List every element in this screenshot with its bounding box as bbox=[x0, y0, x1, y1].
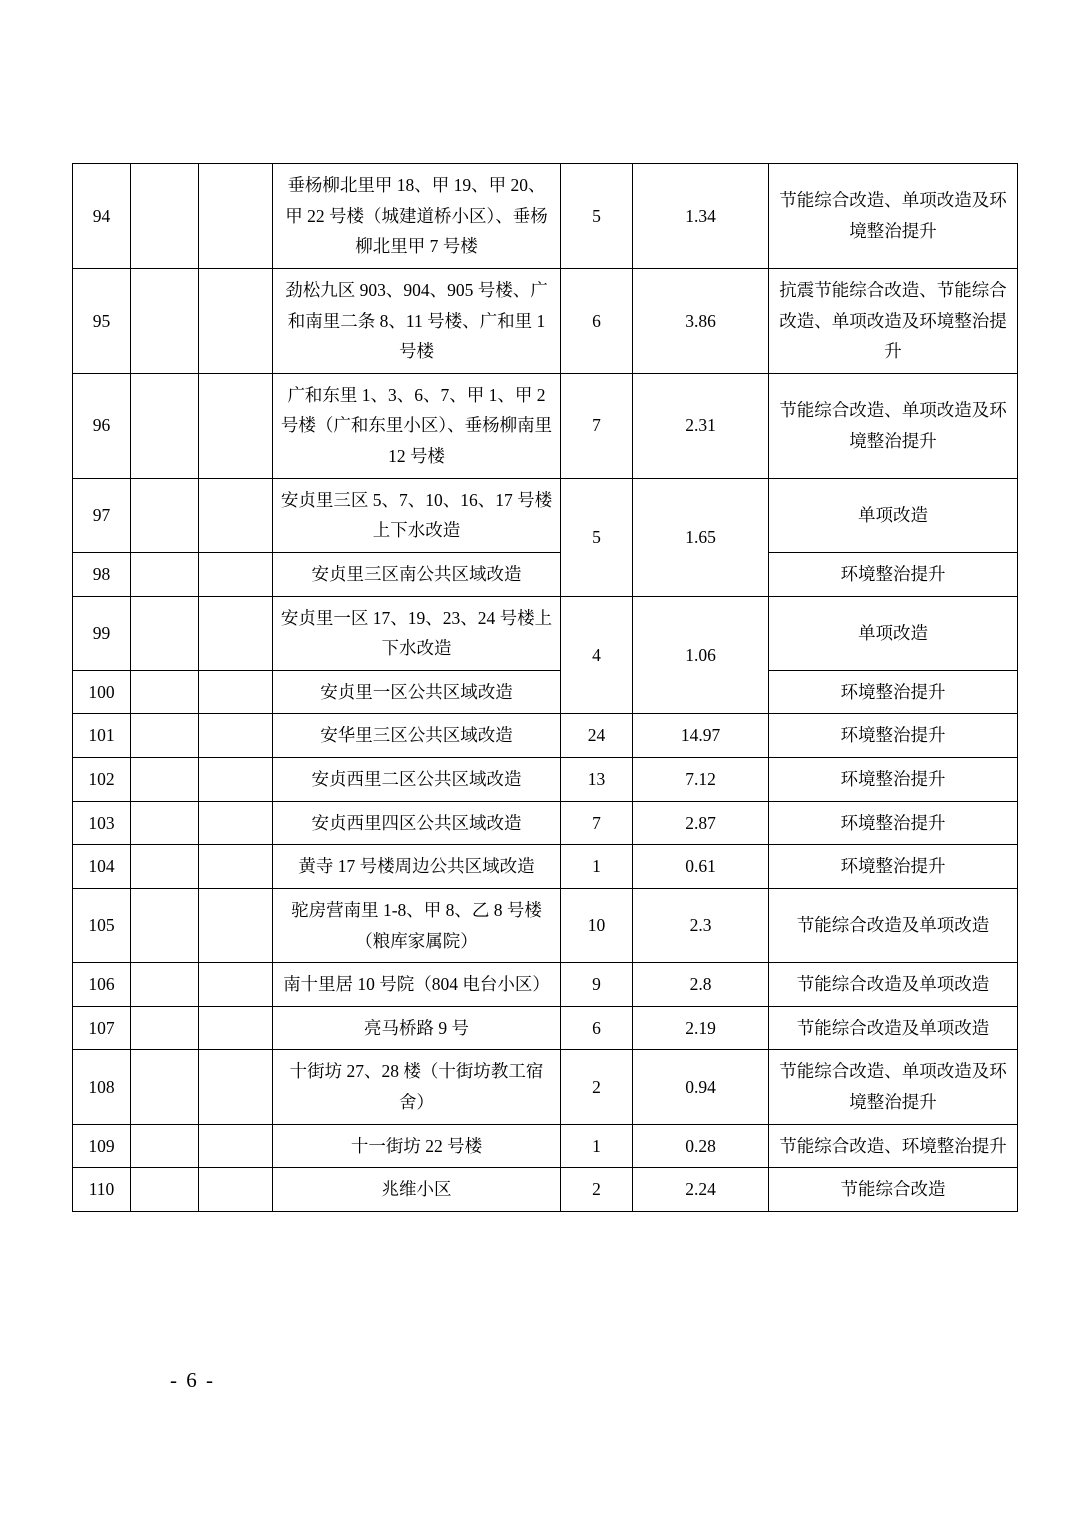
table-row bbox=[73, 714, 1018, 758]
row-blank-street bbox=[199, 801, 273, 845]
row-blank-district bbox=[131, 845, 199, 889]
project-name: 驼房营南里 1-8、甲 8、乙 8 号楼（粮库家属院） bbox=[273, 888, 561, 962]
building-area: 14.97 bbox=[633, 714, 769, 758]
table-row bbox=[73, 552, 1018, 596]
table-row bbox=[73, 758, 1018, 802]
table-row bbox=[73, 963, 1018, 1007]
project-name: 安贞里一区 17、19、23、24 号楼上下水改造 bbox=[273, 596, 561, 670]
building-area: 2.24 bbox=[633, 1168, 769, 1212]
renovation-type: 单项改造 bbox=[769, 478, 1018, 552]
row-blank-street bbox=[199, 714, 273, 758]
project-name: 安华里三区公共区域改造 bbox=[273, 714, 561, 758]
building-area: 2.8 bbox=[633, 963, 769, 1007]
row-number: 94 bbox=[73, 164, 131, 269]
row-blank-district bbox=[131, 758, 199, 802]
renovation-type: 单项改造 bbox=[769, 596, 1018, 670]
renovation-type: 节能综合改造及单项改造 bbox=[769, 963, 1018, 1007]
building-area: 1.34 bbox=[633, 164, 769, 269]
row-number: 99 bbox=[73, 596, 131, 670]
row-number: 104 bbox=[73, 845, 131, 889]
row-blank-district bbox=[131, 963, 199, 1007]
building-area: 1.06 bbox=[633, 596, 769, 714]
row-number: 101 bbox=[73, 714, 131, 758]
building-count: 5 bbox=[561, 164, 633, 269]
row-blank-district bbox=[131, 596, 199, 670]
row-number: 98 bbox=[73, 552, 131, 596]
row-number: 107 bbox=[73, 1006, 131, 1050]
project-name: 安贞西里四区公共区域改造 bbox=[273, 801, 561, 845]
building-count: 5 bbox=[561, 478, 633, 596]
renovation-type: 环境整治提升 bbox=[769, 758, 1018, 802]
renovation-type: 环境整治提升 bbox=[769, 714, 1018, 758]
building-count: 24 bbox=[561, 714, 633, 758]
renovation-type: 节能综合改造、环境整治提升 bbox=[769, 1124, 1018, 1168]
row-blank-street bbox=[199, 1168, 273, 1212]
table-row bbox=[73, 478, 1018, 552]
row-number: 109 bbox=[73, 1124, 131, 1168]
table-row bbox=[73, 888, 1018, 962]
table-row bbox=[73, 596, 1018, 670]
row-number: 105 bbox=[73, 888, 131, 962]
table-row bbox=[73, 268, 1018, 373]
building-count: 6 bbox=[561, 1006, 633, 1050]
row-blank-district bbox=[131, 373, 199, 478]
renovation-type: 环境整治提升 bbox=[769, 552, 1018, 596]
building-count: 13 bbox=[561, 758, 633, 802]
row-blank-district bbox=[131, 1124, 199, 1168]
renovation-type: 节能综合改造及单项改造 bbox=[769, 1006, 1018, 1050]
project-name: 十一街坊 22 号楼 bbox=[273, 1124, 561, 1168]
building-area: 2.31 bbox=[633, 373, 769, 478]
renovation-type: 环境整治提升 bbox=[769, 801, 1018, 845]
row-blank-district bbox=[131, 714, 199, 758]
building-area: 2.3 bbox=[633, 888, 769, 962]
table-row bbox=[73, 801, 1018, 845]
building-area: 2.87 bbox=[633, 801, 769, 845]
renovation-type: 节能综合改造 bbox=[769, 1168, 1018, 1212]
project-name: 广和东里 1、3、6、7、甲 1、甲 2 号楼（广和东里小区）、垂杨柳南里 12 号楼 bbox=[273, 373, 561, 478]
table-row bbox=[73, 164, 1018, 269]
row-blank-district bbox=[131, 1050, 199, 1124]
project-name: 亮马桥路 9 号 bbox=[273, 1006, 561, 1050]
project-name: 安贞里一区公共区域改造 bbox=[273, 670, 561, 714]
renovation-type: 节能综合改造及单项改造 bbox=[769, 888, 1018, 962]
table-row bbox=[73, 373, 1018, 478]
row-blank-district bbox=[131, 1168, 199, 1212]
building-area: 1.65 bbox=[633, 478, 769, 596]
building-count: 10 bbox=[561, 888, 633, 962]
renovation-type: 环境整治提升 bbox=[769, 845, 1018, 889]
building-count: 1 bbox=[561, 845, 633, 889]
row-blank-district bbox=[131, 1006, 199, 1050]
table-row bbox=[73, 1050, 1018, 1124]
renovation-projects-table bbox=[72, 163, 1017, 1212]
project-name: 劲松九区 903、904、905 号楼、广和南里二条 8、11 号楼、广和里 1 号楼 bbox=[273, 268, 561, 373]
row-blank-district bbox=[131, 164, 199, 269]
building-count: 7 bbox=[561, 801, 633, 845]
project-name: 兆维小区 bbox=[273, 1168, 561, 1212]
row-blank-street bbox=[199, 888, 273, 962]
row-blank-street bbox=[199, 552, 273, 596]
row-blank-district bbox=[131, 888, 199, 962]
row-number: 110 bbox=[73, 1168, 131, 1212]
row-blank-street bbox=[199, 1006, 273, 1050]
row-blank-district bbox=[131, 268, 199, 373]
building-count: 2 bbox=[561, 1050, 633, 1124]
building-count: 9 bbox=[561, 963, 633, 1007]
row-blank-district bbox=[131, 478, 199, 552]
table-row bbox=[73, 670, 1018, 714]
row-blank-district bbox=[131, 552, 199, 596]
row-blank-street bbox=[199, 373, 273, 478]
project-name: 南十里居 10 号院（804 电台小区） bbox=[273, 963, 561, 1007]
project-name: 安贞里三区 5、7、10、16、17 号楼上下水改造 bbox=[273, 478, 561, 552]
building-area: 0.94 bbox=[633, 1050, 769, 1124]
renovation-type: 抗震节能综合改造、节能综合改造、单项改造及环境整治提升 bbox=[769, 268, 1018, 373]
row-number: 102 bbox=[73, 758, 131, 802]
building-count: 2 bbox=[561, 1168, 633, 1212]
page-footer: - 6 - bbox=[170, 1368, 215, 1392]
renovation-type: 节能综合改造、单项改造及环境整治提升 bbox=[769, 1050, 1018, 1124]
building-count: 6 bbox=[561, 268, 633, 373]
row-blank-street bbox=[199, 963, 273, 1007]
row-number: 100 bbox=[73, 670, 131, 714]
table-row bbox=[73, 1006, 1018, 1050]
renovation-type: 环境整治提升 bbox=[769, 670, 1018, 714]
row-number: 108 bbox=[73, 1050, 131, 1124]
building-count: 1 bbox=[561, 1124, 633, 1168]
renovation-type: 节能综合改造、单项改造及环境整治提升 bbox=[769, 164, 1018, 269]
table-row bbox=[73, 1124, 1018, 1168]
building-area: 0.61 bbox=[633, 845, 769, 889]
row-number: 103 bbox=[73, 801, 131, 845]
building-area: 3.86 bbox=[633, 268, 769, 373]
row-blank-street bbox=[199, 596, 273, 670]
row-number: 106 bbox=[73, 963, 131, 1007]
row-blank-street bbox=[199, 164, 273, 269]
project-name: 黄寺 17 号楼周边公共区域改造 bbox=[273, 845, 561, 889]
row-blank-street bbox=[199, 758, 273, 802]
project-name: 十街坊 27、28 楼（十街坊教工宿舍） bbox=[273, 1050, 561, 1124]
building-count: 7 bbox=[561, 373, 633, 478]
table-row bbox=[73, 845, 1018, 889]
row-blank-street bbox=[199, 268, 273, 373]
building-count: 4 bbox=[561, 596, 633, 714]
table-row bbox=[73, 1168, 1018, 1212]
row-number: 97 bbox=[73, 478, 131, 552]
project-name: 垂杨柳北里甲 18、甲 19、甲 20、甲 22 号楼（城建道桥小区）、垂杨柳北里甲 7 号楼 bbox=[273, 164, 561, 269]
row-blank-street bbox=[199, 1050, 273, 1124]
row-number: 96 bbox=[73, 373, 131, 478]
row-blank-district bbox=[131, 801, 199, 845]
project-name: 安贞西里二区公共区域改造 bbox=[273, 758, 561, 802]
building-area: 0.28 bbox=[633, 1124, 769, 1168]
row-blank-street bbox=[199, 845, 273, 889]
building-area: 7.12 bbox=[633, 758, 769, 802]
row-number: 95 bbox=[73, 268, 131, 373]
renovation-type: 节能综合改造、单项改造及环境整治提升 bbox=[769, 373, 1018, 478]
row-blank-street bbox=[199, 670, 273, 714]
project-name: 安贞里三区南公共区域改造 bbox=[273, 552, 561, 596]
building-area: 2.19 bbox=[633, 1006, 769, 1050]
row-blank-district bbox=[131, 670, 199, 714]
row-blank-street bbox=[199, 1124, 273, 1168]
row-blank-street bbox=[199, 478, 273, 552]
